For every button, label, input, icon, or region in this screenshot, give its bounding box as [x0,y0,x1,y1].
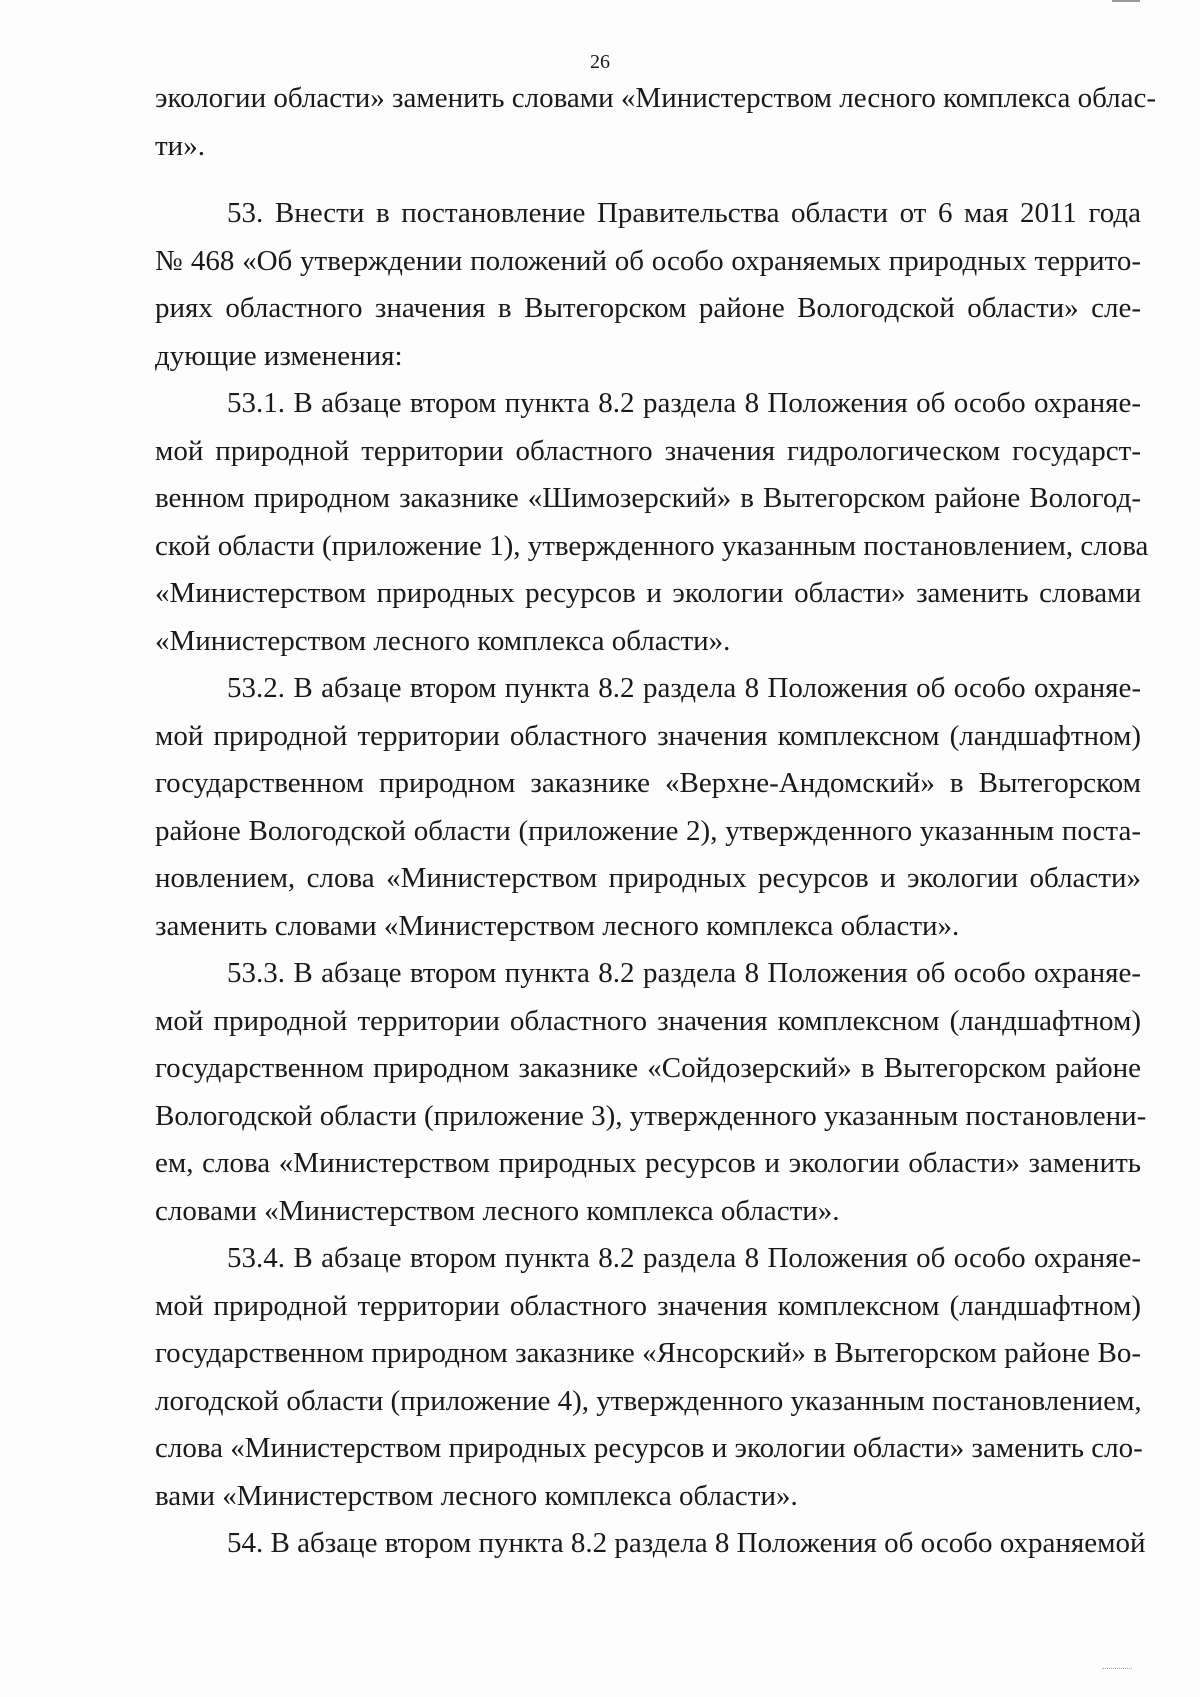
text-line: риях областного значения в Вытегорском районе Вологодской области» сле- [155,292,1141,324]
text-line: ской области (приложение 1), утвержденного указанным постановлением, слова [155,529,1149,562]
text-line: районе Вологодской области (приложение 2), утвержденного указанным поста- [155,814,1141,847]
text-line: слова «Министерством природных ресурсов и экологии области» заменить сло- [155,1432,1143,1464]
text-line: № 468 «Об утверждении положений об особо охраняемых природных террито- [155,244,1141,277]
text-line: государственном природном заказнике «Сойдозерский» в Вытегорском районе [155,1052,1141,1084]
text-line: 53.1. В абзаце втором пункта 8.2 раздела 8 Положения об особо охраняе- [227,387,1141,419]
document-body [155,75,1157,1568]
text-line: 54. В абзаце втором пункта 8.2 раздела 8 Положения об особо охраняемой [227,1527,1146,1559]
text-line: «Министерством лесного комплекса области». [155,624,731,657]
text-line: новлением, слова «Министерством природных ресурсов и экологии области» [155,862,1141,894]
text-line: вами «Министерством лесного комплекса области». [155,1479,798,1512]
scan-corner-mark [1112,0,1140,2]
text-line: мой природной территории областного значения комплексном (ландшафтном) [155,719,1141,752]
text-line: логодской области (приложение 4), утвержденного указанным постановлением, [155,1384,1142,1417]
text-line: дующие изменения: [155,339,403,372]
text-line: 53.2. В абзаце втором пункта 8.2 раздела 8 Положения об особо охраняе- [227,672,1141,704]
text-line: мой природной территории областного значения комплексном (ландшафтном) [155,1289,1141,1322]
text-line: Вологодской области (приложение 3), утвержденного указанным постановлени- [155,1099,1147,1132]
text-line: заменить словами «Министерством лесного комплекса области». [155,909,960,942]
text-line: мой природной территории областного значения комплексном (ландшафтном) [155,1004,1141,1037]
text-line: венном природном заказнике «Шимозерский» в Вытегорском районе Вологод- [155,482,1141,514]
text-line: мой природной территории областного значения гидрологическом государст- [155,434,1141,467]
text-line: государственном природном заказнике «Верхне-Андомский» в Вытегорском [155,767,1141,799]
text-line: государственном природном заказнике «Янсорский» в Вытегорском районе Во- [155,1337,1141,1369]
text-line: ем, слова «Министерством природных ресурсов и экологии области» заменить [155,1147,1141,1179]
text-line: «Министерством природных ресурсов и экологии области» заменить словами [155,577,1141,609]
text-line: 53. Внести в постановление Правительства области от 6 мая 2011 года [227,197,1141,229]
page-number: 26 [590,51,610,73]
text-line: словами «Министерством лесного комплекса области». [155,1194,840,1227]
scan-corner-mark [1102,1668,1132,1683]
text-line: экологии области» заменить словами «Министерством лесного комплекса облас- [155,82,1157,114]
text-line: ти». [155,129,205,162]
text-line: 53.4. В абзаце втором пункта 8.2 раздела 8 Положения об особо охраняе- [227,1242,1141,1274]
text-line: 53.3. В абзаце втором пункта 8.2 раздела 8 Положения об особо охраняе- [227,957,1141,989]
